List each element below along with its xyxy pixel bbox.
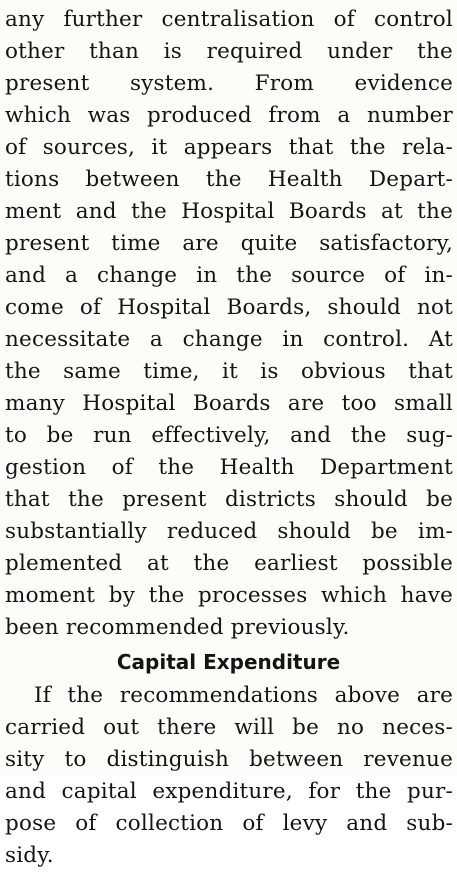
text-line: pose of collection of levy and sub- bbox=[5, 811, 453, 836]
text-line: sity to distinguish between revenue bbox=[5, 747, 453, 772]
section-heading: Capital Expenditure bbox=[116, 650, 341, 674]
text-line: If the recommendations above are bbox=[34, 683, 453, 708]
text-line: the same time, it is obvious that bbox=[5, 359, 453, 384]
text-line: any further centralisation of control bbox=[5, 7, 453, 32]
text-line: present system. From evidence bbox=[5, 71, 453, 96]
text-line: moment by the processes which have bbox=[5, 583, 453, 608]
text-line: necessitate a change in control. At bbox=[5, 327, 453, 352]
text-line: ment and the Hospital Boards at the bbox=[5, 199, 453, 224]
text-line: present time are quite satisfactory, bbox=[5, 231, 453, 256]
text-line: that the present districts should be bbox=[5, 487, 453, 512]
text-line: of sources, it appears that the rela- bbox=[5, 135, 453, 160]
text-line: plemented at the earliest possible bbox=[5, 551, 453, 576]
text-line: many Hospital Boards are too small bbox=[5, 391, 453, 416]
text-line: and capital expenditure, for the pur- bbox=[5, 779, 453, 804]
text-line: and a change in the source of in- bbox=[5, 263, 453, 288]
text-line: tions between the Health Depart- bbox=[5, 167, 453, 192]
text-line: substantially reduced should be im- bbox=[5, 519, 453, 544]
text-line: sidy. bbox=[5, 843, 54, 868]
text-line: other than is required under the bbox=[5, 39, 453, 64]
text-line: to be run effectively, and the sug- bbox=[5, 423, 453, 448]
text-line: which was produced from a number bbox=[5, 103, 453, 128]
text-line: carried out there will be no neces- bbox=[5, 715, 453, 740]
text-line: come of Hospital Boards, should not bbox=[5, 295, 453, 320]
text-line: been recommended previously. bbox=[5, 615, 350, 640]
text-line: gestion of the Health Department bbox=[5, 455, 453, 480]
